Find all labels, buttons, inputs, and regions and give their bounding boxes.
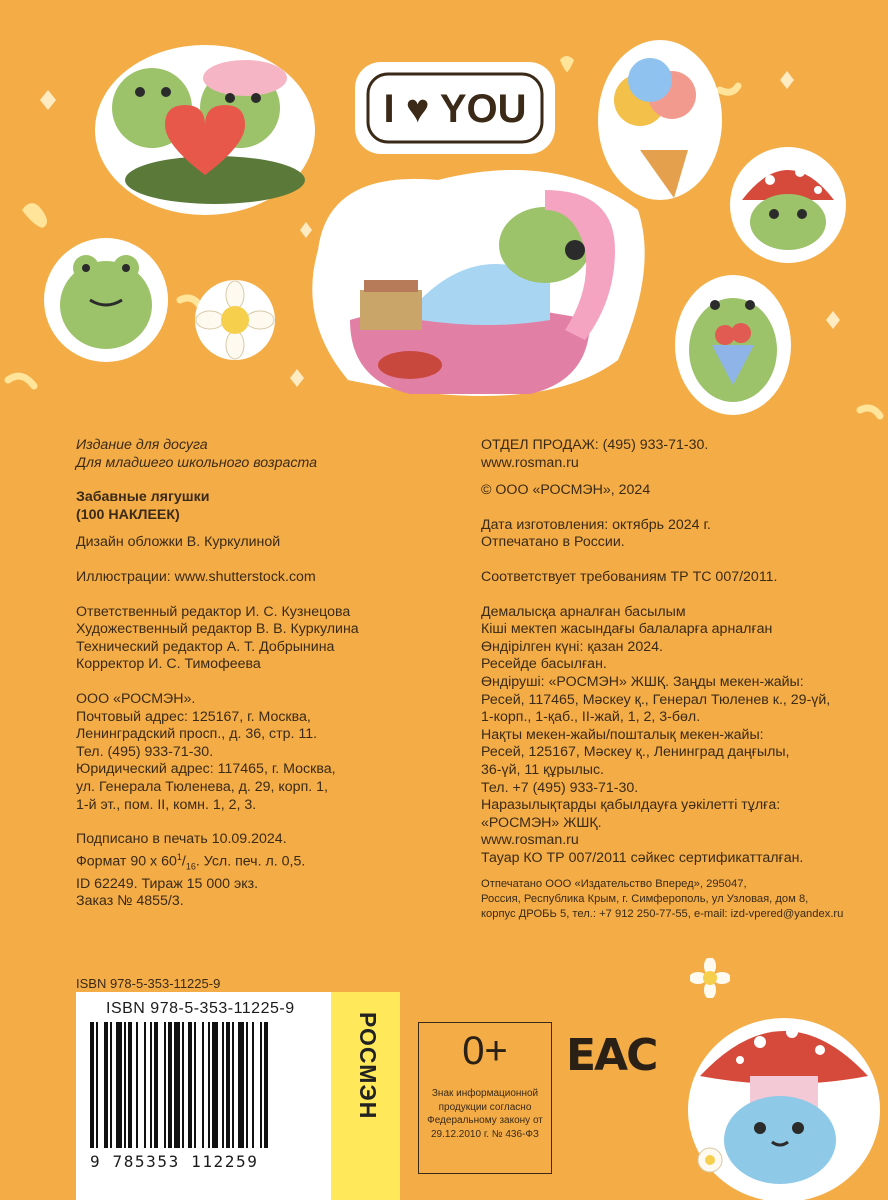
heart-icon xyxy=(22,203,47,228)
publisher-line: Тел. (495) 933-71-30. xyxy=(76,743,214,760)
kazakh-line: Наразылықтарды қабылдауға уәкілетті тұлға: xyxy=(481,797,781,814)
ice-cream-sticker xyxy=(598,40,722,200)
eac-certification-mark: EAC xyxy=(566,1030,657,1081)
imprint-right-column xyxy=(481,437,871,922)
age-rating-note: Знак информационной продукции согласно Федеральному закону от 29.12.2010 г. № 436-ФЗ xyxy=(427,1088,543,1140)
kazakh-line: www.rosman.ru xyxy=(481,832,579,849)
barcode-digits: 9 785353 112259 xyxy=(90,1152,259,1171)
kazakh-line: Тауар КО ТР 007/2011 сәйкес сертификатталған. xyxy=(481,849,804,866)
publisher-line: Почтовый адрес: 125167, г. Москва, xyxy=(76,708,311,725)
website: www.rosman.ru xyxy=(481,454,579,471)
kazakh-line: «РОСМЭН» ЖШҚ. xyxy=(481,814,602,831)
publisher-line: Юридический адрес: 117465, г. Москва, xyxy=(76,761,336,778)
edition-type: Издание для досуга xyxy=(76,437,208,453)
brand-strip xyxy=(331,992,400,1200)
proofreader-credit: Корректор И. С. Тимофеева xyxy=(76,656,261,673)
printer-line: Отпечатано ООО «Издательство Вперед», 295047, xyxy=(481,878,747,891)
kazakh-line: Нақты мекен-жайы/пошталық мекен-жайы: xyxy=(481,726,764,743)
kazakh-line: Өндіруші: «РОСМЭН» ЖШҚ. Заңды мекен-жайы: xyxy=(481,673,804,690)
book-subtitle: (100 НАКЛЕЕК) xyxy=(76,506,180,523)
copyright: © ООО «РОСМЭН», 2024 xyxy=(481,482,651,499)
imprint-left-column xyxy=(76,437,456,911)
editor-credit: Ответственный редактор И. С. Кузнецова xyxy=(76,603,351,620)
print-format: Формат 90 х $60^1/_{16}$. Усл. печ. л. 0,5. xyxy=(76,851,306,872)
kazakh-line: Кіші мектеп жасындағы балаларға арналған xyxy=(481,621,773,638)
kazakh-line: 36-үй, 11 құрылыс. xyxy=(481,761,604,778)
kazakh-line: Ресейде басылған. xyxy=(481,656,607,673)
barcode-icon xyxy=(90,1022,320,1152)
mushroom-blue-frog-sticker xyxy=(680,990,888,1200)
manufacture-date: Дата изготовления: октябрь 2024 г. xyxy=(481,516,711,533)
sticker-illustrations xyxy=(0,0,888,430)
kazakh-line: Демалысқа арналған басылым xyxy=(481,603,686,620)
publisher-line: 1-й эт., пом. II, комн. 1, 2, 3. xyxy=(76,796,257,813)
frog-strawberry-sticker xyxy=(675,275,791,415)
isbn-text: ISBN 978-5-353-11225-9 xyxy=(76,976,221,991)
barcode-panel xyxy=(76,992,400,1200)
frog-couple-sticker xyxy=(95,45,315,215)
kazakh-line: Тел. +7 (495) 933-71-30. xyxy=(481,779,639,796)
printed-in: Отпечатано в России. xyxy=(481,534,625,551)
illustrations-credit: Иллюстрации: www.shutterstock.com xyxy=(76,568,316,585)
tech-editor-credit: Технический редактор А. Т. Добрынина xyxy=(76,638,335,655)
svg-text:I ♥ YOU: I ♥ YOU xyxy=(383,87,527,131)
kazakh-line: Ресей, 117465, Мәскеу қ., Генерал Тюленев к., 29-үй, xyxy=(481,691,831,708)
book-title: Забавные лягушки xyxy=(76,489,210,506)
print-signed: Подписано в печать 10.09.2024. xyxy=(76,831,287,848)
printer-line: Россия, Республика Крым, г. Симферополь, ул Узловая, дом 8, xyxy=(481,893,809,906)
age-rating: 0+ xyxy=(462,1029,508,1073)
kazakh-line: Өндірілген күні: қазан 2024. xyxy=(481,638,663,655)
sales-department: ОТДЕЛ ПРОДАЖ: (495) 933-71-30. xyxy=(481,437,709,453)
publisher-line: Ленинградский просп., д. 36, стр. 11. xyxy=(76,726,318,743)
sparkle-icon xyxy=(40,90,56,110)
age-rating-box xyxy=(418,1022,552,1174)
happy-frog-sticker xyxy=(44,238,168,362)
bath-frog-sticker xyxy=(312,170,644,396)
barcode-isbn: ISBN 978-5-353-11225-9 xyxy=(106,1000,295,1017)
mushroom-frog-sticker xyxy=(730,147,846,263)
printer-line: корпус ДРОБЬ 5, тел.: +7 912 250-77-55, e-mail: izd-vpered@yandex.ru xyxy=(481,908,844,921)
brand-logo: РОСМЭН xyxy=(355,1012,381,1120)
standard-compliance: Соответствует требованиям ТР ТС 007/2011. xyxy=(481,568,778,585)
publisher-line: ул. Генерала Тюленева, д. 29, корп. 1, xyxy=(76,778,328,795)
publisher-line: ООО «РОСМЭН». xyxy=(76,690,196,707)
order-number: Заказ № 4855/3. xyxy=(76,893,184,910)
i-love-you-sticker xyxy=(355,62,555,154)
kazakh-line: 1-корп., 1-қаб., II-жай, 1, 2, 3-бөл. xyxy=(481,709,701,726)
daisy-sticker xyxy=(195,280,275,360)
art-editor-credit: Художественный редактор В. В. Куркулина xyxy=(76,621,359,638)
cover-design-credit: Дизайн обложки В. Куркулиной xyxy=(76,534,281,551)
print-run: ID 62249. Тираж 15 000 экз. xyxy=(76,875,259,892)
age-group: Для младшего школьного возраста xyxy=(76,454,318,471)
daisy-icon xyxy=(690,958,730,998)
kazakh-line: Ресей, 125167, Мәскеу қ., Ленинград даңғылы, xyxy=(481,744,790,761)
